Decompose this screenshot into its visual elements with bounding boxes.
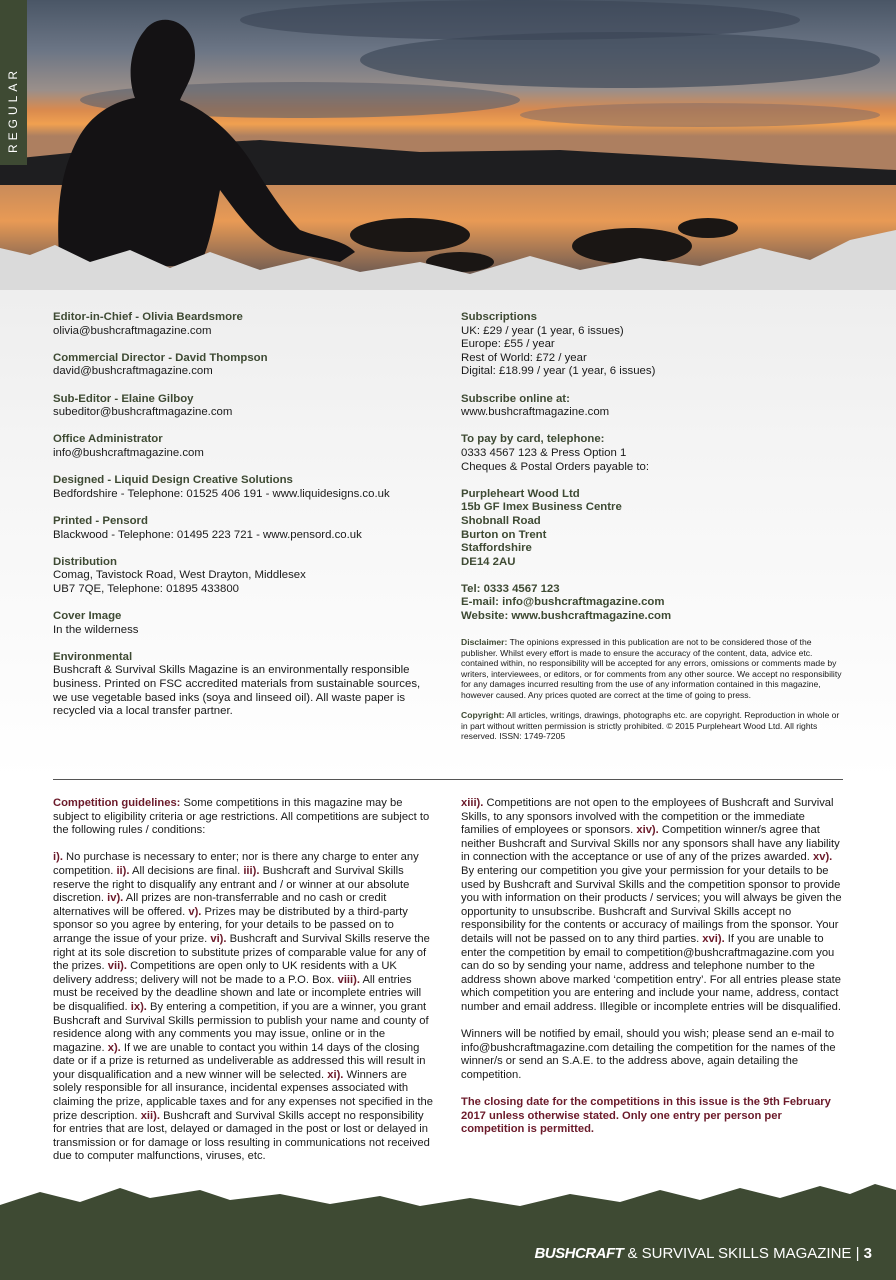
staff-heading: Designed - Liquid Design Creative Solutions xyxy=(53,474,293,487)
address-line: Staffordshire xyxy=(461,542,532,555)
staff-detail: recycled via a local transfer partner. xyxy=(53,705,233,718)
rule-text: All prizes are non-transferrable and no cash or credit alternatives will be offered. xyxy=(53,892,387,918)
contact-block xyxy=(461,583,846,624)
rule-text: Bushcraft and Survival Skills reserve the right at its sole discretion to substitute prizes of comparable value for any of the prizes. xyxy=(53,932,430,973)
staff-block xyxy=(53,515,443,542)
disclaimer-label: Disclaimer: xyxy=(461,637,508,648)
cheques-note: Cheques & Postal Orders payable to: xyxy=(461,460,650,473)
staff-heading: Distribution xyxy=(53,555,117,568)
rule-number: xiv). xyxy=(636,824,659,837)
address-line: Shobnall Road xyxy=(461,514,541,527)
address-line: 15b GF Imex Business Centre xyxy=(461,501,622,514)
rule-text: Competition winner/s agree that neither Bushcraft and Survival Skills nor any sponsors shall have any liability in connection with the acceptance or use of any of the prizes awarded. xyxy=(461,824,840,864)
rule-text: All entries must be received by the deadline shown and late or incomplete entries will be disqualified. xyxy=(53,973,422,1013)
rule-text: Winners are solely responsible for all insurance, incidental expenses associated with claiming the prize, applicable taxes and for any expenses not specified in the prize description. xyxy=(53,1068,433,1122)
rule-text: By entering our competition you give your permission for your details to be used by Bushcraft and Survival Skills and the competition sponsor to provide you with information on their products / services; you will always be given the opportunity to unsubscribe. Bushcraft and Survival Skills accept no responsibility for the contents or accuracy of mailings from the sponsor. Your details will not be passed on to any third parties. xyxy=(461,864,842,945)
staff-heading: Environmental xyxy=(53,650,133,663)
subscribe-online-block xyxy=(461,393,846,420)
staff-block xyxy=(53,393,443,420)
staff-detail: Comag, Tavistock Road, West Drayton, Middlesex xyxy=(53,569,306,582)
staff-heading: Office Administrator xyxy=(53,433,163,446)
competition-intro-text: Some competitions in this magazine may be subject to eligibility criteria or age restrictions. All competitions are subject to the following rules / conditions: xyxy=(53,797,430,837)
rule-number: xiii). xyxy=(461,797,484,809)
competition-guidelines-left xyxy=(53,797,435,1178)
rule-text: Bushcraft and Survival Skills accept no responsibility for entries that are lost, delayed or damaged in the post or lost or delayed in transmission or for damage or loss resulting in communications not received due to computer malfunctions, viruses, etc. xyxy=(53,1109,430,1163)
staff-heading: Editor-in-Chief - Olivia Beardsmore xyxy=(53,311,243,323)
competition-rules xyxy=(53,851,435,1164)
rule-number: vii). xyxy=(107,960,128,973)
footer-torn-edge xyxy=(0,1180,896,1280)
subscription-price: Digital: £18.99 / year (1 year, 6 issues) xyxy=(461,365,656,378)
rule-number: ii). xyxy=(116,864,130,877)
subscription-price: Europe: £55 / year xyxy=(461,338,555,351)
rule-number: i). xyxy=(53,851,63,864)
staff-detail: business. Printed on FSC accredited materials from sustainable sources, xyxy=(53,678,421,691)
subscription-price: Rest of World: £72 / year xyxy=(461,351,587,364)
rule-number: xi). xyxy=(327,1068,344,1081)
staff-detail: we use vegetable based inks (soya and linseed oil). All waste paper is xyxy=(53,691,406,704)
rule-number: viii). xyxy=(337,973,360,986)
section-tab xyxy=(0,0,27,165)
subscribe-online-heading: Subscribe online at: xyxy=(461,392,570,405)
rule-text: Prizes may be distributed by a third-party sponsor so you agree by entering, for your details to be passed on to arrange the issue of your prize. xyxy=(53,905,408,945)
rule-text: All decisions are final. xyxy=(129,864,244,877)
competition-title: Competition guidelines: xyxy=(53,797,181,809)
staff-block xyxy=(53,352,443,379)
copyright-label: Copyright: xyxy=(461,710,505,721)
contact-email-link[interactable]: E-mail: info@bushcraftmagazine.com xyxy=(461,596,665,609)
staff-heading: Sub-Editor - Elaine Gilboy xyxy=(53,392,194,405)
footer-brand: BUSHCRAFT xyxy=(534,1245,624,1262)
rule-number: xv). xyxy=(813,851,833,864)
subscription-price: UK: £29 / year (1 year, 6 issues) xyxy=(461,324,624,337)
rule-text: Bushcraft and Survival Skills reserve the right to disqualify any entrant and / or winner at our absolute discretion. xyxy=(53,864,410,905)
staff-email-link[interactable]: info@bushcraftmagazine.com xyxy=(53,446,204,459)
competition-intro xyxy=(53,797,435,838)
pay-by-card-block xyxy=(461,433,846,474)
rule-text: If you are unable to enter the competition by email to competition@bushcraftmagazine.com you can do so by sending your name, address and telephone number to the address shown above marked ‘competition entry’. For all entries please state which competition you are entering and include your name, address, contact number and email address. Illegible or incomplete entries will be disqualified. xyxy=(461,932,841,1013)
address-line: Purpleheart Wood Ltd xyxy=(461,487,580,500)
staff-heading: Printed - Pensord xyxy=(53,514,148,527)
subscriptions-block xyxy=(461,311,846,379)
winners-note: Winners will be notified by email, should you wish; please send an e-mail to info@bushcraftmagazine.com detailing the competition for the names of the winner/s or send an S.A.E. to the address above, again detailing the competition. xyxy=(461,1028,836,1081)
footer-credit xyxy=(534,1245,872,1262)
contact-phone: Tel: 0333 4567 123 xyxy=(461,582,560,595)
rule-number: xvi). xyxy=(702,932,725,945)
address-line: DE14 2AU xyxy=(461,555,516,568)
contact-website-link[interactable]: Website: www.bushcraftmagazine.com xyxy=(461,610,672,623)
section-divider xyxy=(53,779,843,780)
phone-number: 0333 4567 123 & Press Option 1 xyxy=(461,446,627,459)
competition-rules xyxy=(461,797,843,1015)
rule-text: No purchase is necessary to enter; nor is there any charge to enter any competition. xyxy=(53,851,419,877)
staff-detail: Bedfordshire - Telephone: 01525 406 191 - www.liquidesigns.co.uk xyxy=(53,487,390,500)
disclaimer-text: The opinions expressed in this publication are not to be considered those of the publisher. Whilst every effort is made to ensure the accuracy of the content, data, advice etc. contained within, no responsibility will be accepted for any errors, omissions or comments made by writers, interviewees, or editors, or for comments from any other source. We accept no responsibility for any damages incurred resulting from the use of any information contained in this magazine, however caused. Any prices quoted are correct at the time of going to press. xyxy=(461,637,842,700)
address-line: Burton on Trent xyxy=(461,528,547,541)
staff-block xyxy=(53,610,443,637)
closing-date-note: The closing date for the competitions in this issue is the 9th February 2017 unless otherwise stated. Only one entry per person per competition is permitted. xyxy=(461,1096,831,1136)
staff-block xyxy=(53,556,443,597)
rule-text: Competitions are open only to UK residents with a UK delivery address; delivery will not be made to a P.O. Box. xyxy=(53,960,397,986)
subscriptions-heading: Subscriptions xyxy=(461,311,537,323)
rule-number: vi). xyxy=(210,932,227,945)
disclaimer xyxy=(461,637,846,700)
rule-text: If we are unable to contact you within 14 days of the closing date or if a prize is returned as undeliverable as addressed this will result in your disqualification and a new winner will be selected. xyxy=(53,1041,426,1081)
staff-block xyxy=(53,474,443,501)
staff-block xyxy=(53,433,443,460)
competition-guidelines-right xyxy=(461,797,843,1150)
staff-detail: Blackwood - Telephone: 01495 223 721 - www.pensord.co.uk xyxy=(53,528,362,541)
staff-email-link[interactable]: olivia@bushcraftmagazine.com xyxy=(53,324,212,337)
rule-number: iii). xyxy=(243,864,260,877)
copyright xyxy=(461,710,846,742)
staff-email-link[interactable]: david@bushcraftmagazine.com xyxy=(53,365,213,378)
rule-text: By entering a competition, if you are a winner, you grant Bushcraft and Survival Skills permission to publish your name and county of residence along with any comments you may issue, online or in the magazine. xyxy=(53,1000,429,1054)
staff-detail: In the wilderness xyxy=(53,623,139,636)
staff-block xyxy=(53,311,443,338)
staff-detail: UB7 7QE, Telephone: 01895 433800 xyxy=(53,582,239,595)
rule-number: v). xyxy=(188,905,202,918)
staff-email-link[interactable]: subeditor@bushcraftmagazine.com xyxy=(53,406,233,419)
pay-by-card-heading: To pay by card, telephone: xyxy=(461,433,605,446)
website-link[interactable]: www.bushcraftmagazine.com xyxy=(461,406,610,419)
section-tab-label: REGULAR xyxy=(6,66,20,154)
rule-text: Competitions are not open to the employees of Bushcraft and Survival Skills, to any sponsors involved with the competition or the immediate families of employees or sponsors. xyxy=(461,797,834,837)
page-number: 3 xyxy=(863,1245,872,1262)
staff-heading: Cover Image xyxy=(53,610,122,623)
rule-number: xii). xyxy=(140,1109,160,1122)
rule-number: iv). xyxy=(107,892,124,905)
subscription-column xyxy=(461,311,846,752)
sunset-lake-photo xyxy=(0,0,896,290)
rule-number: x). xyxy=(107,1041,121,1054)
address-block xyxy=(461,488,846,570)
copyright-text: All articles, writings, drawings, photographs etc. are copyright. Reproduction in whole or in part without written permission is strictly prohibited. © 2015 Purpleheart Wood Ltd. All rights reserved. ISSN: 1749-7205 xyxy=(461,710,840,742)
staff-heading: Commercial Director - David Thompson xyxy=(53,351,268,364)
staff-detail: Bushcraft & Survival Skills Magazine is an environmentally responsible xyxy=(53,664,410,677)
footer-magazine-name: & SURVIVAL SKILLS MAGAZINE | xyxy=(623,1245,864,1262)
rule-number: ix). xyxy=(130,1000,147,1013)
staff-block xyxy=(53,651,443,719)
staff-column xyxy=(53,311,443,732)
